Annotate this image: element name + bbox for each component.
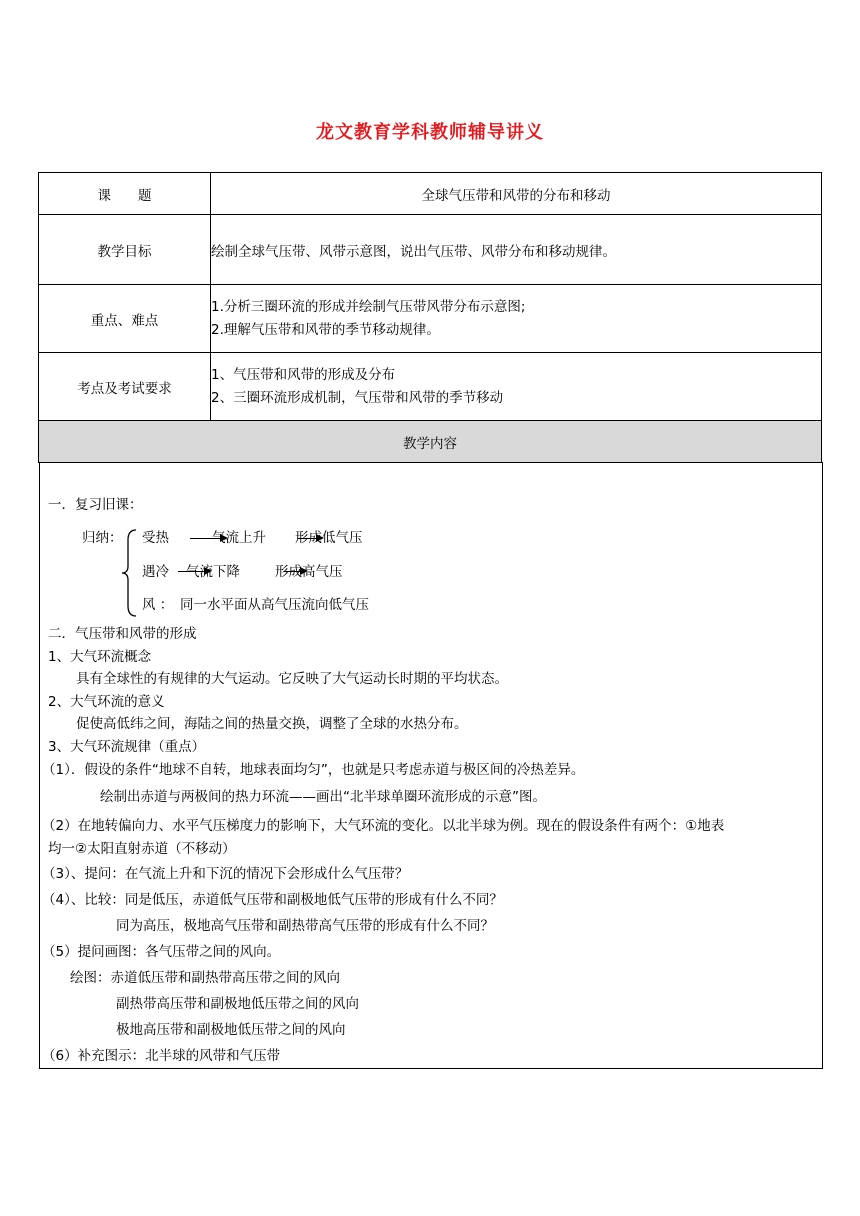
key-value: [211, 285, 822, 353]
question-1: （1）．假设的条件“地球不自转，地球表面均匀”，也就是只考虑赤道与极区间的冷热差异。: [42, 762, 585, 778]
key-line-1: 1.分析三圈环流的形成并绘制气压带风带分布示意图;: [211, 298, 526, 315]
point-3: 3、大气环流规律（重点）: [48, 739, 206, 755]
rise-text: 气流上升: [212, 530, 266, 546]
goal-label: 教学目标: [39, 215, 211, 285]
key-label: 重点、难点: [39, 285, 211, 353]
question-2: （2）在地转偏向力、水平气压梯度力的影响下，大气环流的变化。以北半球为例。现在的假设条件有两个：①地表: [42, 818, 725, 834]
goal-value: 绘制全球气压带、风带示意图，说出气压带、风带分布和移动规律。: [211, 215, 822, 285]
page-title: 龙文教育学科教师辅导讲义: [316, 122, 544, 143]
question-2-cont: 均一②太阳直射赤道（不移动）: [48, 841, 236, 857]
key-line-2: 2.理解气压带和风带的季节移动规律。: [211, 321, 440, 338]
low-text: 形成低气压: [295, 530, 363, 546]
topic-label: 课 题: [39, 173, 211, 215]
exam-label: 考点及考试要求: [39, 353, 211, 421]
heat-text: 受热: [142, 530, 169, 546]
question-4-text: 同为高压，极地高气压带和副热带高气压带的形成有什么不同？: [116, 918, 494, 934]
topic-value: 全球气压带和风带的分布和移动: [211, 173, 822, 215]
cold-text: 遇冷: [142, 564, 169, 580]
question-3: （3）、提问：在气流上升和下沉的情况下会形成什么气压带？: [42, 866, 409, 882]
question-4: （4）、比较：同是低压，赤道低气压带和副极地低气压带的形成有什么不同？: [42, 892, 503, 908]
section-review: 一．复习旧课：: [48, 497, 143, 513]
info-table: [38, 172, 822, 463]
wind-text: 风 ： 同一水平面从高气压流向低气压: [142, 597, 370, 613]
point-1: 1、大气环流概念: [48, 649, 152, 665]
summary-label: 归纳：: [82, 530, 123, 546]
point-2-text: 促使高低纬之间，海陆之间的热量交换，调整了全球的水热分布。: [76, 716, 468, 732]
question-5-a: 绘图：赤道低压带和副热带高压带之间的风向: [70, 970, 340, 986]
point-1-text: 具有全球性的有规律的大气运动。它反映了大气运动长时期的平均状态。: [76, 671, 508, 687]
brace-icon: [120, 528, 140, 618]
question-6: （6）补充图示：北半球的风带和气压带: [42, 1048, 281, 1064]
high-text: 形成高气压: [275, 564, 343, 580]
content-header: 教学内容: [39, 421, 822, 463]
question-5-b: 副热带高压带和副极地低压带之间的风向: [116, 996, 359, 1012]
point-2: 2、大气环流的意义: [48, 694, 165, 710]
teaching-content: [39, 462, 823, 1069]
sink-text: 气流下降: [186, 564, 240, 580]
section-formation: 二．气压带和风带的形成: [48, 626, 197, 642]
question-5: （5）提问画图：各气压带之间的风向。: [42, 944, 281, 960]
question-1-text: 绘制出赤道与两极间的热力环流——画出“北半球单圈环流形成的示意”图。: [100, 789, 546, 805]
question-5-c: 极地高压带和副极地低压带之间的风向: [116, 1022, 346, 1038]
exam-line-1: 1、气压带和风带的形成及分布: [211, 366, 396, 383]
exam-line-2: 2、三圈环流形成机制，气压带和风带的季节移动: [211, 389, 504, 406]
exam-value: [211, 353, 822, 421]
